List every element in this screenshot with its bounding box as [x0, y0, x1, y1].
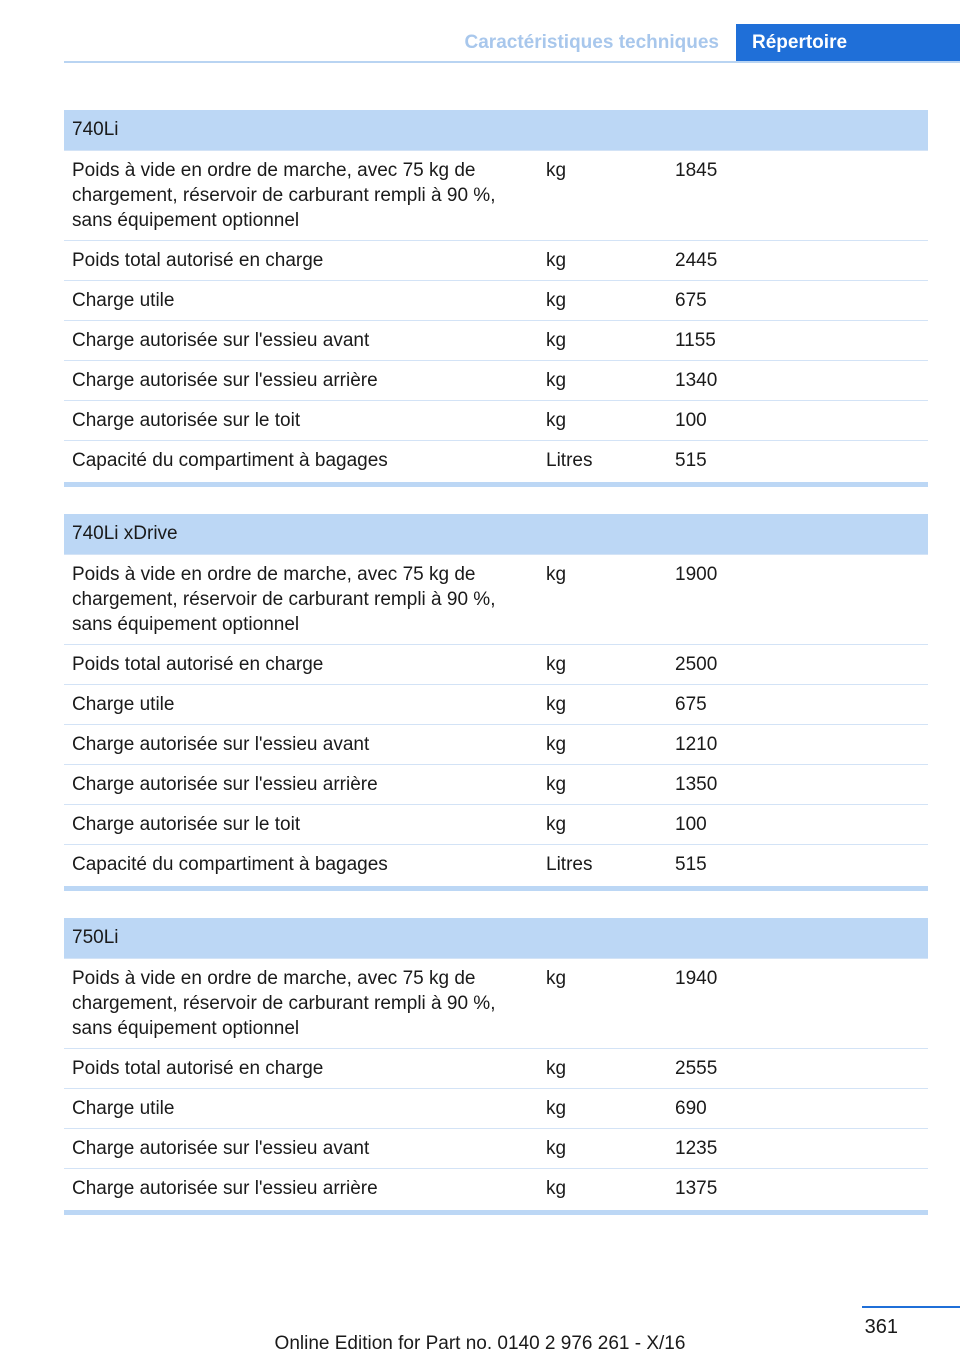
row-unit: kg: [546, 330, 567, 351]
row-label: Charge utile: [72, 290, 175, 311]
page-header: [64, 24, 960, 63]
table-row: [64, 320, 928, 360]
row-unit: kg: [546, 1178, 567, 1199]
table-title: 740Li: [64, 110, 928, 150]
row-label: Charge utile: [72, 1098, 175, 1119]
row-label: Poids total autorisé en charge: [72, 250, 324, 271]
row-unit: kg: [546, 290, 567, 311]
row-value: 100: [675, 814, 707, 835]
row-value: 1375: [675, 1178, 718, 1199]
footer-rule: [862, 1306, 960, 1308]
row-value: 675: [675, 694, 707, 715]
row-unit: kg: [546, 694, 567, 715]
row-unit: kg: [546, 774, 567, 795]
row-value: 2500: [675, 654, 718, 675]
page-number: 361: [864, 1316, 898, 1338]
row-unit: Litres: [546, 854, 593, 875]
row-label: Capacité du compartiment à bagages: [72, 450, 388, 471]
spec-table-740li: [64, 110, 928, 487]
row-unit: kg: [546, 654, 567, 675]
table-row: [64, 280, 928, 320]
table-bottom-rule: [64, 1210, 928, 1215]
table-row: [64, 644, 928, 684]
table-row: [64, 958, 928, 1048]
table-row: [64, 1168, 928, 1208]
table-row: [64, 440, 928, 480]
row-unit: kg: [546, 1098, 567, 1119]
row-value: 1940: [675, 968, 718, 989]
row-value: 1845: [675, 160, 718, 181]
row-unit: kg: [546, 814, 567, 835]
row-label: Charge autorisée sur l'essieu arrière: [72, 1178, 378, 1199]
row-label: Charge autorisée sur l'essieu arrière: [72, 370, 378, 391]
row-label: Poids à vide en ordre de marche, avec 75 kg de chargement, réservoir de carburant rempli à 90 %, sans équipement optionnel: [72, 160, 496, 231]
row-unit: kg: [546, 370, 567, 391]
row-label: Charge autorisée sur l'essieu arrière: [72, 774, 378, 795]
row-label: Poids total autorisé en charge: [72, 654, 324, 675]
row-label: Charge utile: [72, 694, 175, 715]
row-label: Charge autorisée sur l'essieu avant: [72, 734, 370, 755]
row-unit: kg: [546, 968, 567, 989]
row-unit: kg: [546, 1138, 567, 1159]
row-label: Poids à vide en ordre de marche, avec 75 kg de chargement, réservoir de carburant rempli à 90 %, sans équipement optionnel: [72, 564, 496, 635]
table-bottom-rule: [64, 886, 928, 891]
tab-repertoire[interactable]: Répertoire: [736, 24, 960, 61]
table-row: [64, 684, 928, 724]
edition-note: Online Edition for Part no. 0140 2 976 261 - X/16: [274, 1333, 686, 1354]
table-row: [64, 724, 928, 764]
spec-table-750li: [64, 918, 928, 1215]
row-value: 2445: [675, 250, 718, 271]
table-title: 740Li xDrive: [64, 514, 928, 554]
table-row: [64, 240, 928, 280]
row-value: 1155: [675, 330, 716, 351]
table-row: [64, 360, 928, 400]
table-row: [64, 1048, 928, 1088]
row-unit: kg: [546, 250, 567, 271]
table-row: [64, 1088, 928, 1128]
table-row: [64, 400, 928, 440]
row-value: 2555: [675, 1058, 718, 1079]
row-value: 690: [675, 1098, 707, 1119]
row-value: 675: [675, 290, 707, 311]
row-value: 1350: [675, 774, 718, 795]
row-label: Poids total autorisé en charge: [72, 1058, 324, 1079]
row-value: 515: [675, 450, 707, 471]
table-row: [64, 554, 928, 644]
row-value: 1340: [675, 370, 718, 391]
row-unit: kg: [546, 160, 567, 181]
table-bottom-rule: [64, 482, 928, 487]
section-title: Caractéristiques techniques: [464, 32, 719, 53]
row-unit: kg: [546, 1058, 567, 1079]
row-value: 1235: [675, 1138, 718, 1159]
row-unit: Litres: [546, 450, 593, 471]
table-row: [64, 1128, 928, 1168]
row-label: Charge autorisée sur l'essieu avant: [72, 330, 370, 351]
row-unit: kg: [546, 410, 567, 431]
row-label: Poids à vide en ordre de marche, avec 75 kg de chargement, réservoir de carburant rempli à 90 %, sans équipement optionnel: [72, 968, 496, 1039]
row-unit: kg: [546, 564, 567, 585]
row-value: 1900: [675, 564, 718, 585]
table-row: [64, 804, 928, 844]
table-title: 750Li: [64, 918, 928, 958]
row-unit: kg: [546, 734, 567, 755]
row-value: 1210: [675, 734, 718, 755]
table-row: [64, 844, 928, 884]
spec-table-740li-xdrive: [64, 514, 928, 891]
row-value: 515: [675, 854, 707, 875]
row-label: Charge autorisée sur le toit: [72, 814, 301, 835]
row-label: Charge autorisée sur le toit: [72, 410, 301, 431]
row-label: Capacité du compartiment à bagages: [72, 854, 388, 875]
table-row: [64, 150, 928, 240]
row-value: 100: [675, 410, 707, 431]
table-row: [64, 764, 928, 804]
row-label: Charge autorisée sur l'essieu avant: [72, 1138, 370, 1159]
